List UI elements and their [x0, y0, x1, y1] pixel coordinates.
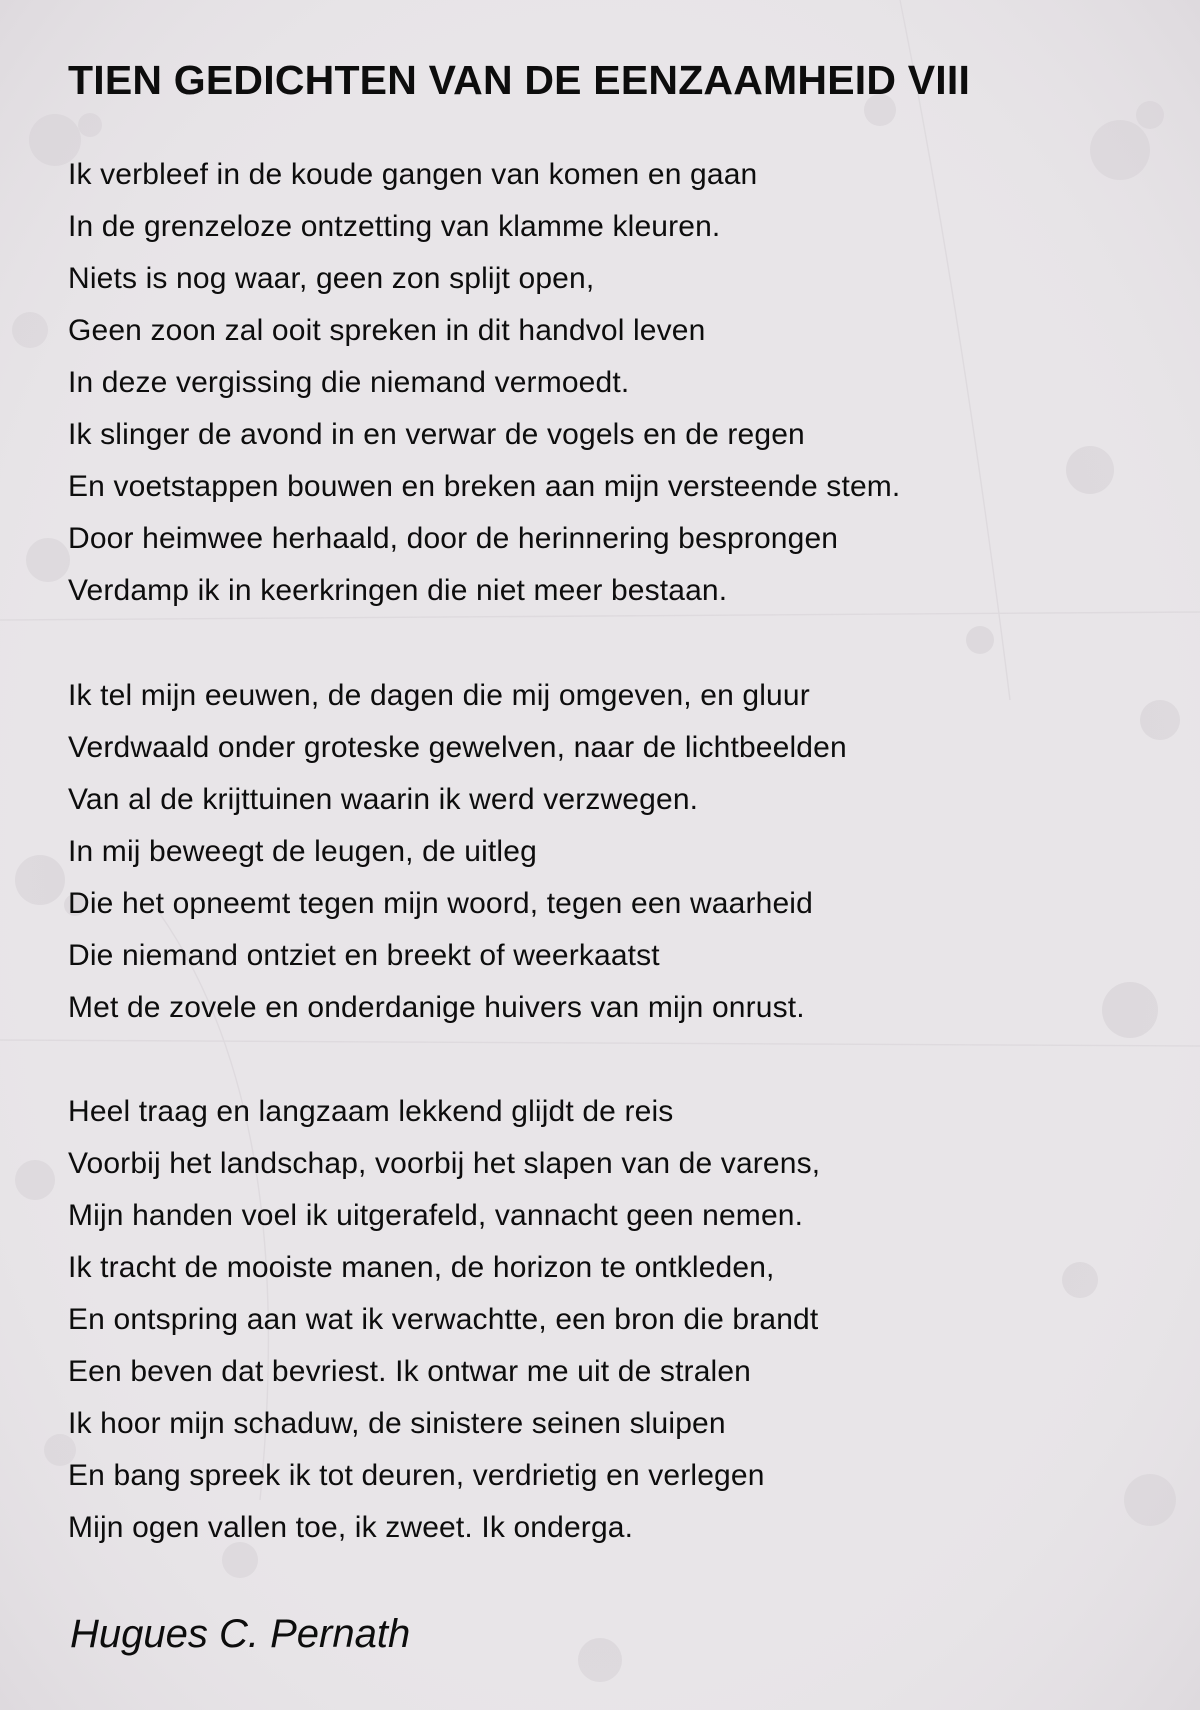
- poem-line: Ik verbleef in de koude gangen van komen en gaan: [68, 158, 758, 191]
- poem-line: Door heimwee herhaald, door de herinnering besprongen: [68, 522, 839, 555]
- poem-line: Mijn ogen vallen toe, ik zweet. Ik onderga.: [68, 1511, 634, 1544]
- poem-line: Mijn handen voel ik uitgerafeld, vannacht geen nemen.: [68, 1199, 804, 1232]
- poem-line: In de grenzeloze ontzetting van klamme kleuren.: [68, 210, 721, 243]
- stanza-3: [68, 1086, 820, 1554]
- poem-title: TIEN GEDICHTEN VAN DE EENZAAMHEID VIII: [68, 57, 971, 103]
- poem-line: In deze vergissing die niemand vermoedt.: [68, 366, 630, 399]
- poem-line: Ik tracht de mooiste manen, de horizon te ontkleden,: [68, 1251, 775, 1284]
- poem-line: Niets is nog waar, geen zon splijt open,: [68, 262, 595, 295]
- stanza-2: [68, 670, 847, 1034]
- poem-line: Ik hoor mijn schaduw, de sinistere seinen sluipen: [68, 1407, 726, 1440]
- stanza-1: [68, 149, 900, 617]
- poem-line: En voetstappen bouwen en breken aan mijn versteende stem.: [68, 470, 901, 503]
- poem-line: Voorbij het landschap, voorbij het slapen van de varens,: [68, 1147, 821, 1180]
- poem-line: Die niemand ontziet en breekt of weerkaatst: [68, 939, 660, 972]
- poem-line: Met de zovele en onderdanige huivers van mijn onrust.: [68, 991, 805, 1024]
- poem-line: Ik slinger de avond in en verwar de vogels en de regen: [68, 418, 805, 451]
- poem-line: Verdwaald onder groteske gewelven, naar de lichtbeelden: [68, 731, 847, 764]
- poem-line: En ontspring aan wat ik verwachtte, een bron die brandt: [68, 1303, 819, 1336]
- poem-line: Geen zoon zal ooit spreken in dit handvol leven: [68, 314, 706, 347]
- poem-line: Ik tel mijn eeuwen, de dagen die mij omgeven, en gluur: [68, 679, 810, 712]
- poem-line: In mij beweegt de leugen, de uitleg: [68, 835, 537, 868]
- poem-line: Een beven dat bevriest. Ik ontwar me uit de stralen: [68, 1355, 752, 1388]
- poem-line: Die het opneemt tegen mijn woord, tegen een waarheid: [68, 887, 813, 920]
- poem-line: Van al de krijttuinen waarin ik werd verzwegen.: [68, 783, 699, 816]
- poem-line: En bang spreek ik tot deuren, verdrietig en verlegen: [68, 1459, 765, 1492]
- poem-line: Verdamp ik in keerkringen die niet meer bestaan.: [68, 574, 728, 607]
- poem-line: Heel traag en langzaam lekkend glijdt de reis: [68, 1095, 674, 1128]
- poem-author: Hugues C. Pernath: [70, 1612, 411, 1656]
